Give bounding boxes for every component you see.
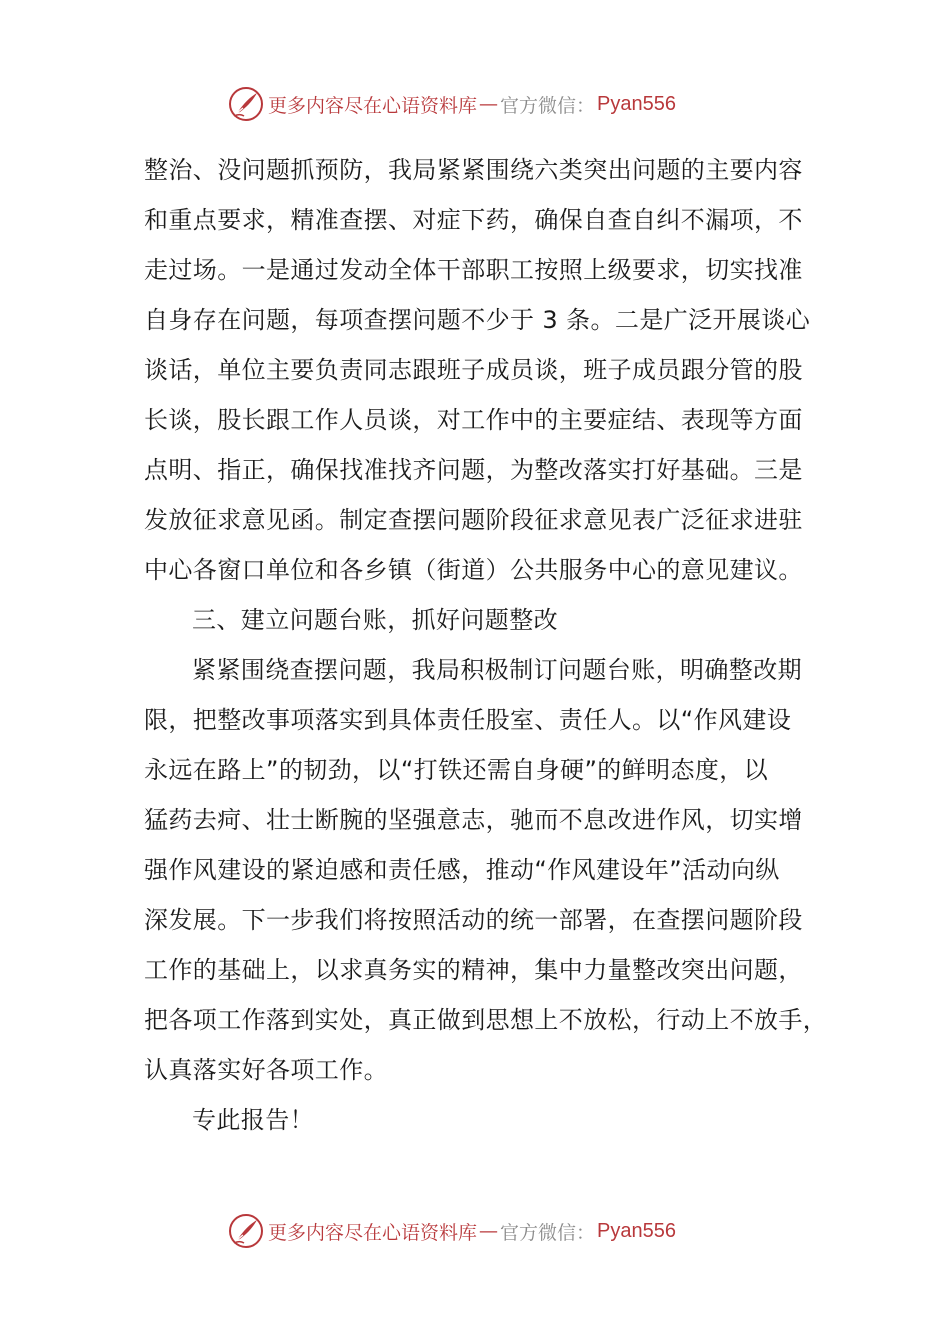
paragraph-line: 永远在路上”的韧劲，以“打铁还需自身硬”的鲜明态度，以 bbox=[144, 756, 769, 784]
paragraph-line: 工作的基础上，以求真务实的精神，集中力量整改突出问题， bbox=[144, 956, 803, 984]
watermark-main-text: 更多内容尽在心语资料库 bbox=[268, 94, 478, 117]
watermark-footer bbox=[0, 1209, 950, 1253]
watermark-row bbox=[228, 1209, 676, 1253]
watermark-label: 官方微信： bbox=[500, 1221, 596, 1244]
watermark-dash: — bbox=[479, 1220, 499, 1242]
paragraph-line: 谈话，单位主要负责同志跟班子成员谈，班子成员跟分管的股 bbox=[144, 356, 803, 384]
paragraph-line: 长谈，股长跟工作人员谈，对工作中的主要症结、表现等方面 bbox=[144, 406, 803, 434]
paragraph-line: 猛药去疴、壮士断腕的坚强意志，驰而不息改进作风，切实增 bbox=[144, 806, 803, 834]
watermark-dash: — bbox=[479, 93, 499, 115]
paragraph-line: 把各项工作落到实处，真正做到思想上不放松，行动上不放手， bbox=[144, 1006, 828, 1034]
paragraph-line: 中心各窗口单位和各乡镇（街道）公共服务中心的意见建议。 bbox=[144, 556, 803, 584]
paragraph-line: 和重点要求，精准查摆、对症下药，确保自查自纠不漏项，不 bbox=[144, 206, 803, 234]
paragraph-line: 认真落实好各项工作。 bbox=[144, 1056, 388, 1084]
quill-logo-icon bbox=[228, 1213, 264, 1249]
paragraph-line: 深发展。下一步我们将按照活动的统一部署，在查摆问题阶段 bbox=[144, 906, 803, 934]
watermark-header bbox=[0, 82, 950, 126]
paragraph-line: 点明、指正，确保找准找齐问题，为整改落实打好基础。三是 bbox=[144, 456, 803, 484]
paragraph-line: 走过场。一是通过发动全体干部职工按照上级要求，切实找准 bbox=[144, 256, 803, 284]
watermark-wechat-id: Pyan556 bbox=[597, 92, 676, 115]
closing-line: 专此报告！ bbox=[192, 1106, 314, 1134]
watermark-row bbox=[228, 82, 676, 126]
paragraph-line: 自身存在问题，每项查摆问题不少于 3 条。二是广泛开展谈心 bbox=[144, 306, 811, 334]
quill-logo-icon bbox=[228, 86, 264, 122]
paragraph-line: 强作风建设的紧迫感和责任感，推动“作风建设年”活动向纵 bbox=[144, 856, 780, 884]
paragraph-line: 发放征求意见函。制定查摆问题阶段征求意见表广泛征求进驻 bbox=[144, 506, 803, 534]
watermark-wechat-id: Pyan556 bbox=[597, 1219, 676, 1242]
watermark-main-text: 更多内容尽在心语资料库 bbox=[268, 1221, 478, 1244]
paragraph-line: 整治、没问题抓预防，我局紧紧围绕六类突出问题的主要内容 bbox=[144, 156, 803, 184]
section-heading: 三、建立问题台账，抓好问题整改 bbox=[192, 606, 558, 634]
paragraph-line: 限，把整改事项落实到具体责任股室、责任人。以“作风建设 bbox=[144, 706, 792, 734]
watermark-label: 官方微信： bbox=[500, 94, 596, 117]
document-body bbox=[144, 145, 828, 1145]
paragraph-line: 紧紧围绕查摆问题，我局积极制订问题台账，明确整改期 bbox=[192, 656, 802, 684]
